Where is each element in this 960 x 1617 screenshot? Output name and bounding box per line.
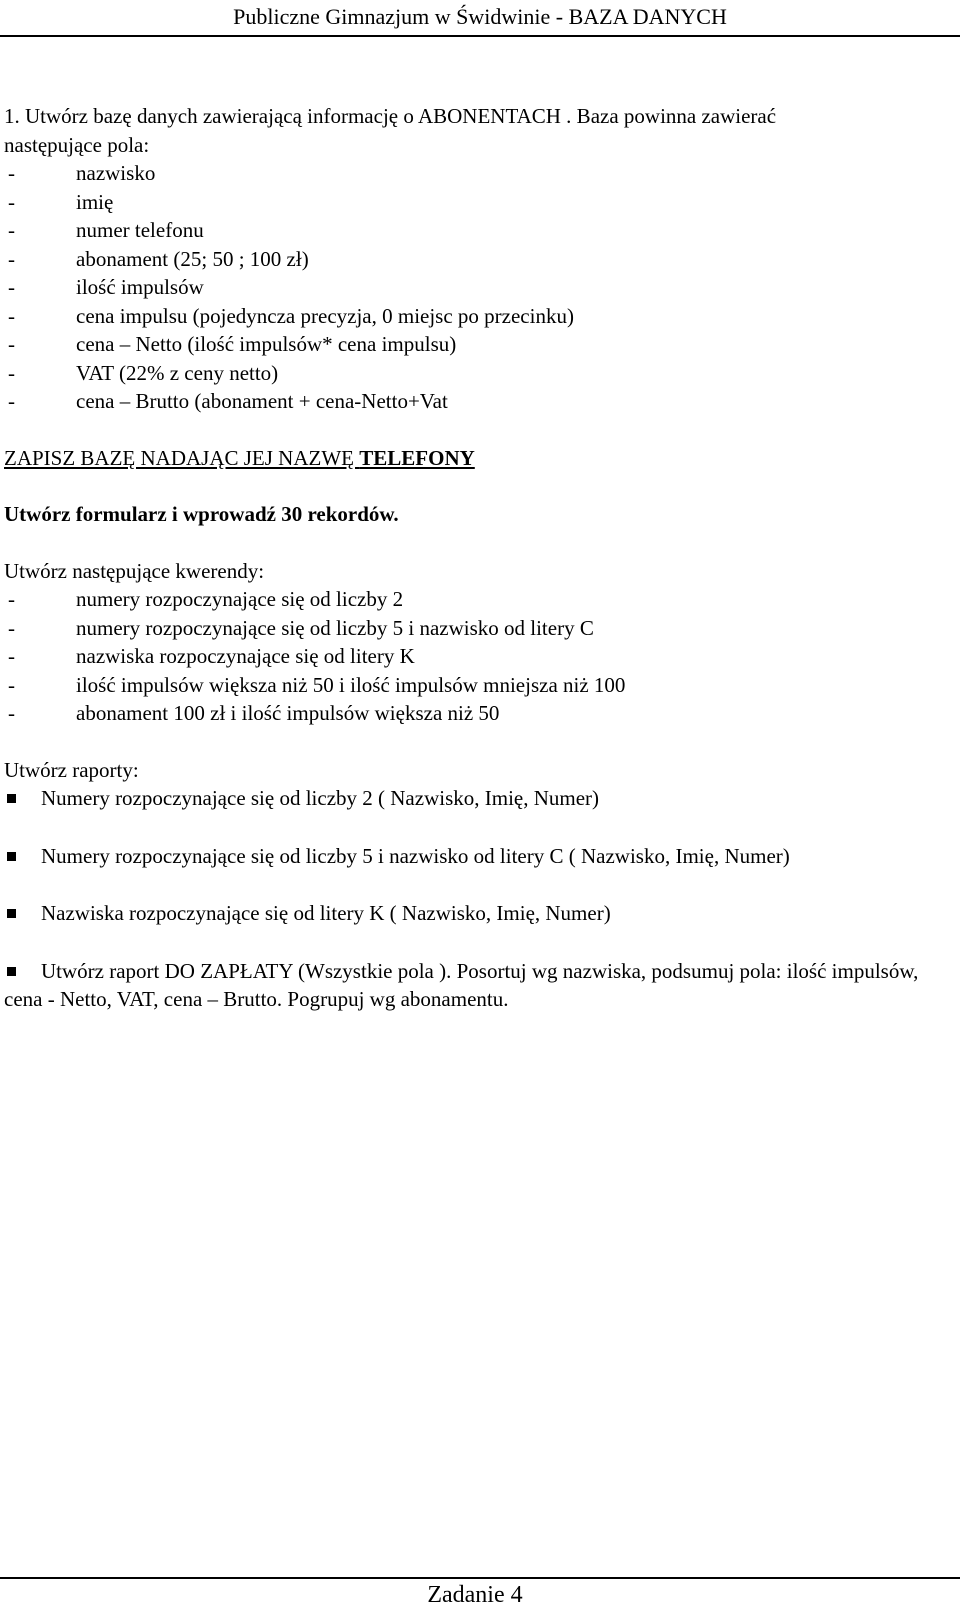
- header-divider: [0, 35, 960, 37]
- dash-marker: -: [8, 672, 15, 697]
- query-text: abonament 100 zł i ilość impulsów większa niż 50: [76, 701, 500, 725]
- list-item: [4, 699, 954, 728]
- task-intro-line2: następujące pola:: [4, 132, 150, 157]
- dash-marker: -: [8, 615, 15, 640]
- report-list: [4, 784, 954, 1014]
- list-item: [4, 245, 954, 274]
- list-item: [4, 273, 954, 302]
- field-name: cena – Netto (ilość impulsów* cena impulsu): [76, 332, 457, 356]
- dash-marker: -: [8, 189, 15, 214]
- query-text: nazwiska rozpoczynające się od litery K: [76, 644, 415, 668]
- dash-marker: -: [8, 218, 15, 242]
- dash-marker: -: [8, 701, 15, 725]
- field-name: VAT (22% z ceny netto): [76, 360, 279, 385]
- save-instruction-text: ZAPISZ BAZĘ NADAJĄC JEJ NAZWĘ: [4, 445, 360, 470]
- dash-marker: -: [8, 587, 15, 611]
- dash-marker: -: [8, 332, 15, 356]
- field-name: abonament (25; 50 ; 100 zł): [76, 246, 309, 271]
- list-item: [4, 614, 954, 643]
- save-instruction: [4, 444, 954, 473]
- reports-heading: Utwórz raporty:: [4, 757, 139, 782]
- list-item: [4, 302, 954, 331]
- list-item: [4, 216, 954, 245]
- dash-marker: -: [8, 303, 15, 328]
- report-text: Numery rozpoczynające się od liczby 2 ( Nazwisko, Imię, Numer): [41, 786, 600, 810]
- queries-heading: Utwórz następujące kwerendy:: [4, 558, 265, 583]
- field-name: ilość impulsów: [76, 275, 204, 299]
- field-list: [4, 159, 954, 416]
- list-item: [4, 784, 954, 813]
- field-name: nazwisko: [76, 161, 156, 185]
- list-item: [4, 585, 954, 614]
- square-bullet-icon: [7, 794, 16, 803]
- list-item: [4, 642, 954, 671]
- list-item: [4, 671, 954, 700]
- dash-marker: -: [8, 246, 15, 271]
- report-text: Numery rozpoczynające się od liczby 5 i nazwisko od litery C ( Nazwisko, Imię, Numer): [41, 843, 790, 868]
- list-item: [4, 957, 954, 1014]
- list-item: [4, 899, 954, 928]
- page-header: [0, 0, 960, 44]
- square-bullet-icon: [7, 852, 16, 861]
- dash-marker: -: [8, 275, 15, 299]
- form-instruction: Utwórz formularz i wprowadź 30 rekordów.: [4, 502, 399, 526]
- field-name: imię: [76, 189, 114, 214]
- field-name: cena – Brutto (abonament + cena-Netto+Vat: [76, 389, 448, 413]
- list-item: [4, 159, 954, 188]
- footer-label: Zadanie 4: [427, 1582, 523, 1608]
- page-footer: [0, 1578, 960, 1612]
- document-body: [4, 102, 954, 1014]
- list-item: [4, 359, 954, 388]
- database-name: TELEFONY: [359, 445, 475, 470]
- list-item: [4, 387, 954, 416]
- task-intro-line1: 1. Utwórz bazę danych zawierającą informację o ABONENTACH . Baza powinna zawierać: [4, 104, 777, 128]
- dash-marker: -: [8, 389, 15, 413]
- field-name: numer telefonu: [76, 218, 204, 242]
- report-text: Nazwiska rozpoczynające się od litery K ( Nazwisko, Imię, Numer): [41, 901, 611, 925]
- header-title: Publiczne Gimnazjum w Świdwinie - BAZA DANYCH: [233, 4, 727, 29]
- dash-marker: -: [8, 644, 15, 668]
- list-item: [4, 188, 954, 217]
- dash-marker: -: [8, 161, 15, 185]
- square-bullet-icon: [7, 967, 16, 976]
- square-bullet-icon: [7, 909, 16, 918]
- dash-marker: -: [8, 360, 15, 385]
- list-item: [4, 330, 954, 359]
- query-text: numery rozpoczynające się od liczby 5 i nazwisko od litery C: [76, 615, 594, 640]
- list-item: [4, 842, 954, 871]
- field-name: cena impulsu (pojedyncza precyzja, 0 miejsc po przecinku): [76, 303, 574, 328]
- query-text: ilość impulsów większa niż 50 i ilość impulsów mniejsza niż 100: [76, 672, 626, 697]
- query-text: numery rozpoczynające się od liczby 2: [76, 587, 404, 611]
- report-text: Utwórz raport DO ZAPŁATY (Wszystkie pola ). Posortuj wg nazwiska, podsumuj pola: ilość impulsów, cena - Netto, VAT, cena – Brutto. Pogrupuj wg abonamentu.: [4, 958, 919, 1011]
- query-list: [4, 585, 954, 728]
